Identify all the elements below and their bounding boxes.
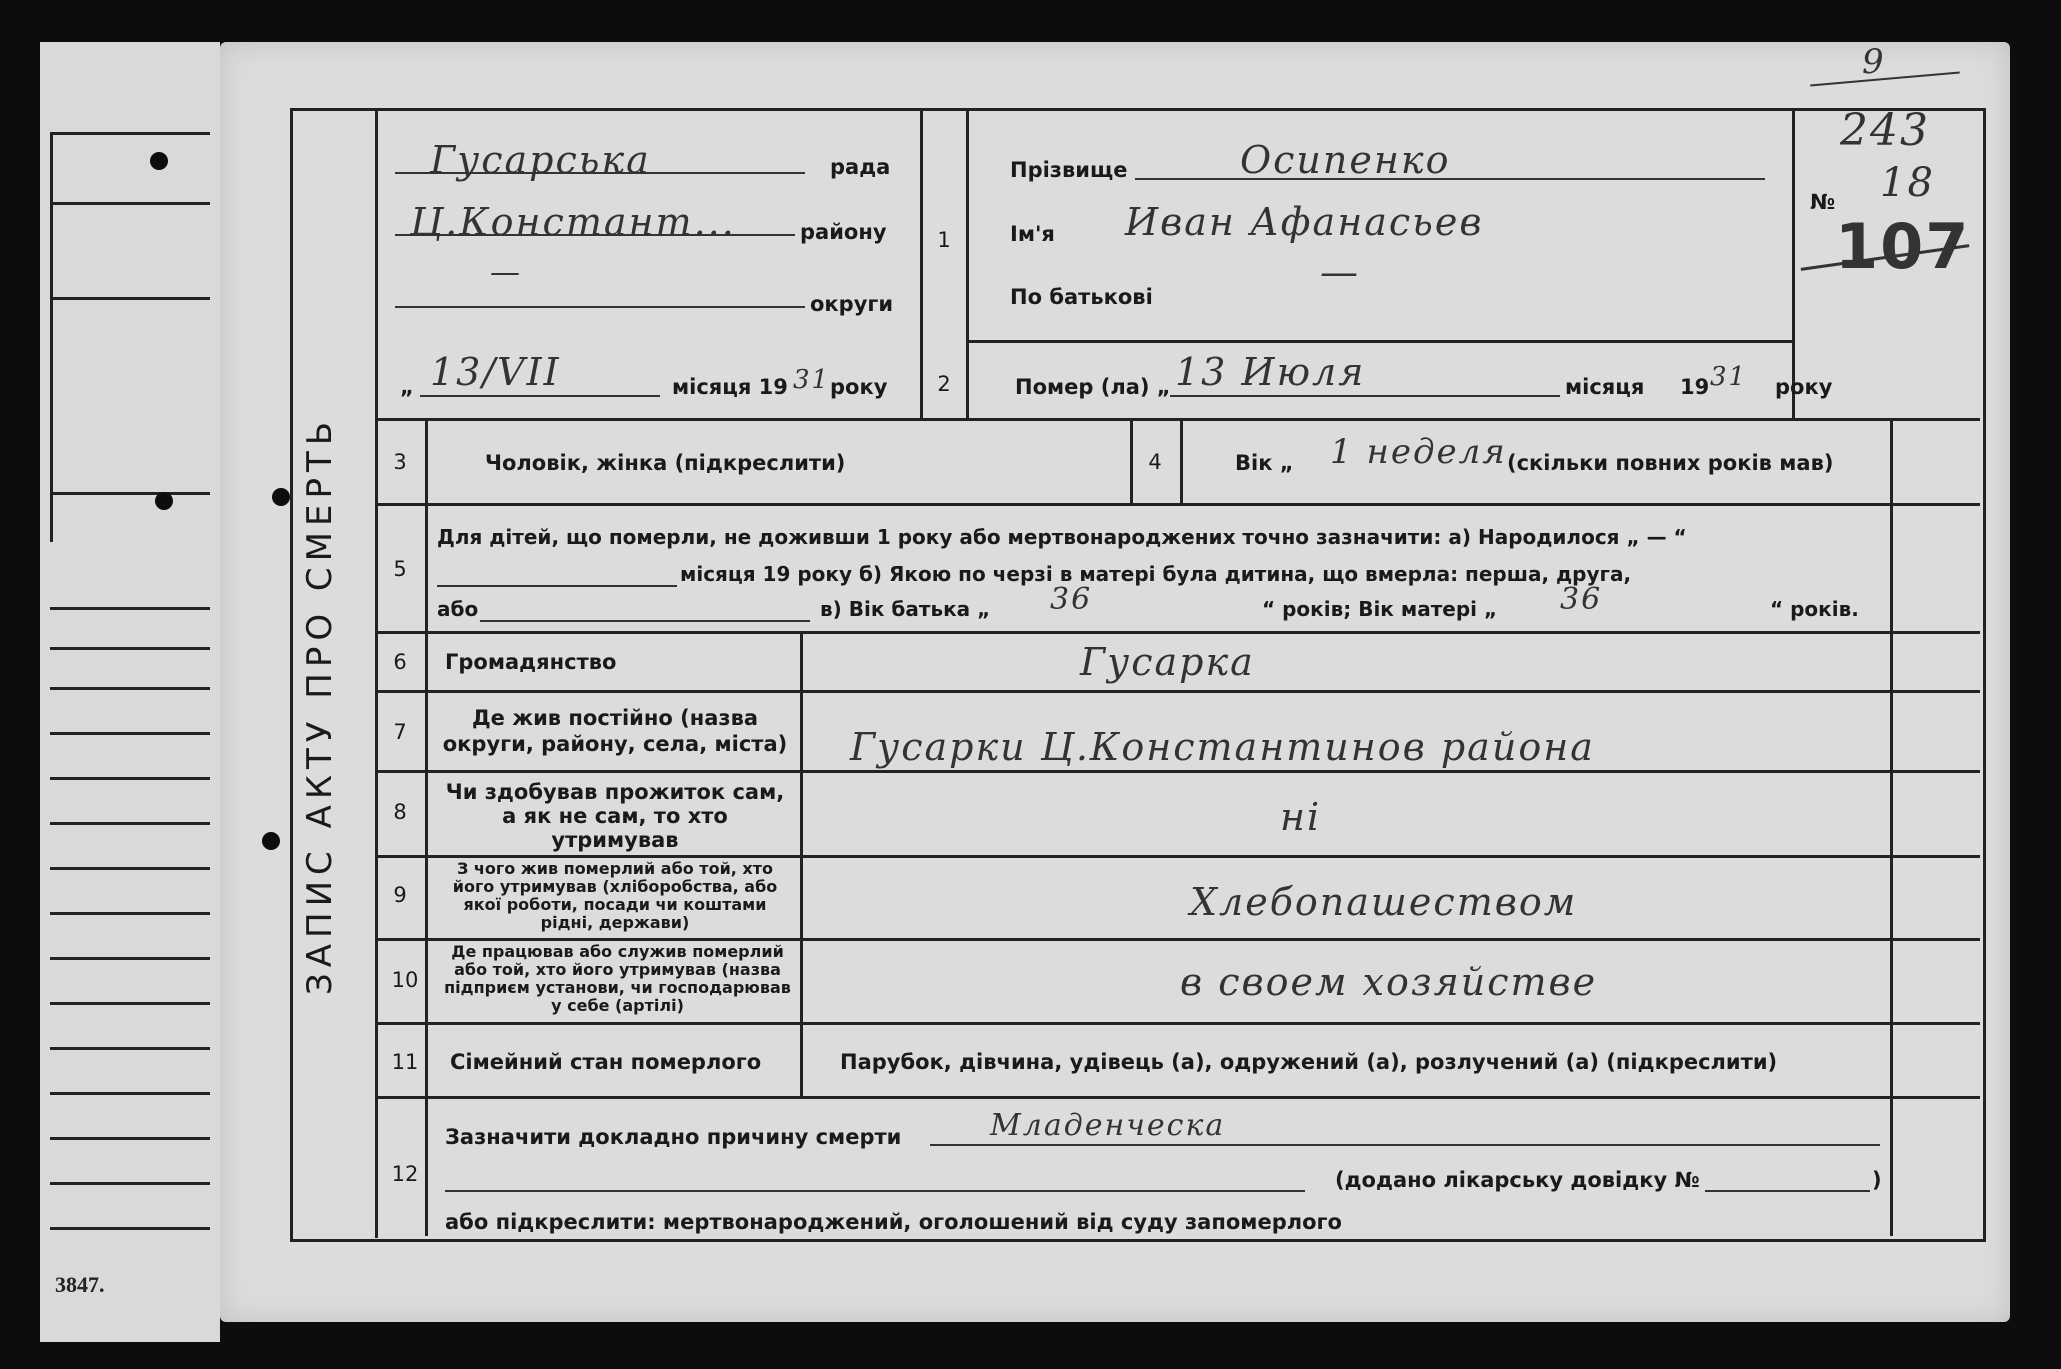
father-age-value: 36 <box>1050 582 1093 617</box>
row-divider <box>375 770 1980 773</box>
row-divider <box>375 1022 1980 1025</box>
form-title: ЗАПИС АКТУ ПРО СМЕРТЬ <box>300 415 340 995</box>
left-page-ruling <box>50 732 210 735</box>
marital-label: Сімейний стан померлого <box>450 1050 762 1074</box>
mother-age-label: “ років; Вік матері „ <box>1262 597 1498 621</box>
okrugy-value: — <box>490 255 522 290</box>
row-number: 4 <box>1148 450 1162 474</box>
died-label: Помер (ла) „ <box>1015 375 1171 399</box>
mother-age-suffix: “ років. <box>1770 597 1859 621</box>
binding-hole <box>262 832 280 850</box>
header-divider <box>920 108 923 418</box>
left-page-ruling <box>50 1002 210 1005</box>
age-label: Вік „ <box>1235 451 1294 475</box>
left-page-ruling <box>50 777 210 780</box>
row-divider <box>375 938 1980 941</box>
binding-hole <box>150 152 168 170</box>
first-name-label: Ім'я <box>1010 222 1055 246</box>
died-month-label: місяця <box>1565 375 1645 399</box>
residence-label: Де жив постійно (назва округи, району, села, міста) <box>442 706 788 756</box>
children-line-1: Для дітей, що померли, не доживши 1 року або мертвонароджених точно зазначити: а) Народилося „ — “ <box>437 525 1687 549</box>
left-page-ruling <box>50 647 210 650</box>
left-page-ruling <box>50 1047 210 1050</box>
rada-label: рада <box>830 155 891 179</box>
left-page-ruling <box>50 132 210 135</box>
first-name-value: Иван Афанасьев <box>1125 200 1484 244</box>
row-number: 11 <box>391 1050 419 1074</box>
row-divider <box>375 418 1980 421</box>
row-number: 12 <box>391 1162 419 1186</box>
occupation-label: З чого жив померлий або той, хто його утримував (хліборобства, або якої роботи, посади чи коштами рідні, держави) <box>452 859 778 932</box>
corner-number-9: 9 <box>1862 42 1886 82</box>
date-suffix: року <box>830 375 888 399</box>
livelihood-value: ні <box>1280 795 1322 839</box>
mother-age-value: 36 <box>1560 582 1603 617</box>
header-divider <box>1792 108 1795 418</box>
corner-number-18: 18 <box>1880 160 1935 206</box>
died-year-value: 31 <box>1710 362 1748 392</box>
register-number-107: 107 <box>1835 210 1971 283</box>
sex-label: Чоловік, жінка (підкреслити) <box>485 451 846 475</box>
left-page-ruling <box>50 822 210 825</box>
row-number: 5 <box>393 557 407 581</box>
row-number: 6 <box>393 650 407 674</box>
rayon-label: району <box>800 220 887 244</box>
patronymic-label: По батькові <box>1010 285 1153 309</box>
left-page-ruling <box>50 687 210 690</box>
cause-label: Зазначити докладно причину смерти <box>445 1125 902 1149</box>
age-value: 1 неделя <box>1330 432 1507 472</box>
left-page-ruling <box>50 1137 210 1140</box>
left-page-number: 3847. <box>55 1272 105 1297</box>
row-divider <box>375 1096 1980 1099</box>
left-page-ruling <box>50 1182 210 1185</box>
father-age-label: в) Вік батька „ <box>820 597 991 621</box>
left-page-strip <box>40 42 220 1342</box>
left-page-ruling <box>50 957 210 960</box>
row-divider <box>375 631 1980 634</box>
col-divider <box>1890 503 1893 631</box>
workplace-label: Де працював або служив померлий або той, хто його утримував (назва підприєм установи, чи господарював у себе (артілі) <box>444 942 791 1015</box>
date-month-label: місяця 19 <box>672 375 788 399</box>
left-page-ruling <box>50 202 210 205</box>
rayon-value: Ц.Констант... <box>410 200 736 244</box>
surname-value: Осипенко <box>1240 138 1451 182</box>
row-number: 1 <box>937 228 951 252</box>
children-line-2: місяця 19 року б) Якою по черзі в матері була дитина, що вмерла: перша, друга, <box>680 562 1632 586</box>
left-page-ruling <box>50 607 210 610</box>
left-page-ruling <box>50 1092 210 1095</box>
row-number: 2 <box>937 372 951 396</box>
left-page-margin-line <box>50 132 53 542</box>
row-number: 7 <box>393 720 407 744</box>
age-suffix: (скільки повних років мав) <box>1507 451 1834 475</box>
row-divider <box>375 855 1980 858</box>
or-underline-label: або підкреслити: мертвонароджений, оголошений від суду запомерлого <box>445 1210 1342 1234</box>
left-page-ruling <box>50 1227 210 1230</box>
date-prefix: „ <box>400 375 414 399</box>
col-divider <box>1890 418 1893 503</box>
surname-label: Прізвище <box>1010 158 1128 182</box>
col-divider <box>1890 631 1893 1096</box>
row-divider <box>966 340 1792 343</box>
citizenship-value: Гусарка <box>1080 640 1255 684</box>
doctor-note-close: ) <box>1872 1168 1882 1192</box>
workplace-value: в своем хозяйстве <box>1180 960 1598 1004</box>
residence-value: Гусарки Ц.Константинов района <box>850 725 1595 769</box>
row-divider <box>375 690 1980 693</box>
col-divider <box>1180 418 1183 503</box>
died-year-label: 19 <box>1680 375 1710 399</box>
binding-hole <box>272 488 290 506</box>
register-no-label: № <box>1810 190 1836 214</box>
doctor-note: (додано лікарську довідку № <box>1335 1168 1700 1192</box>
row-number: 10 <box>391 968 419 992</box>
children-line-3-or: або <box>437 597 479 621</box>
citizenship-label: Громадянство <box>445 650 617 674</box>
okrugy-label: округи <box>810 292 894 316</box>
rada-value: Гусарська <box>430 138 651 182</box>
date-year: 31 <box>793 365 831 395</box>
row-divider <box>375 503 1980 506</box>
cause-value: Младенческа <box>990 1108 1226 1143</box>
marital-options: Парубок, дівчина, удівець (а), одружений (а), розлучений (а) (підкреслити) <box>840 1050 1778 1074</box>
left-page-ruling <box>50 912 210 915</box>
col-divider <box>1130 418 1133 503</box>
row-number: 3 <box>393 450 407 474</box>
left-page-ruling <box>50 492 210 495</box>
label-col-border <box>800 631 803 1096</box>
binding-hole <box>155 492 173 510</box>
col-divider <box>1890 1096 1893 1236</box>
left-page-ruling <box>50 297 210 300</box>
died-year-suffix: року <box>1775 375 1833 399</box>
row-number: 9 <box>393 883 407 907</box>
header-divider <box>966 108 969 418</box>
left-page-ruling <box>50 867 210 870</box>
title-column-border <box>375 108 378 1238</box>
livelihood-label: Чи здобував прожиток сам, а як не сам, то хто утримував <box>445 780 785 852</box>
row-number: 8 <box>393 800 407 824</box>
date-value: 13/VII <box>430 350 561 394</box>
corner-number-243: 243 <box>1840 105 1930 156</box>
patronymic-value: — <box>1320 250 1360 294</box>
died-day-value: 13 Июля <box>1175 350 1366 394</box>
num-col-border <box>425 418 428 1236</box>
occupation-value: Хлебопашеством <box>1190 880 1578 924</box>
